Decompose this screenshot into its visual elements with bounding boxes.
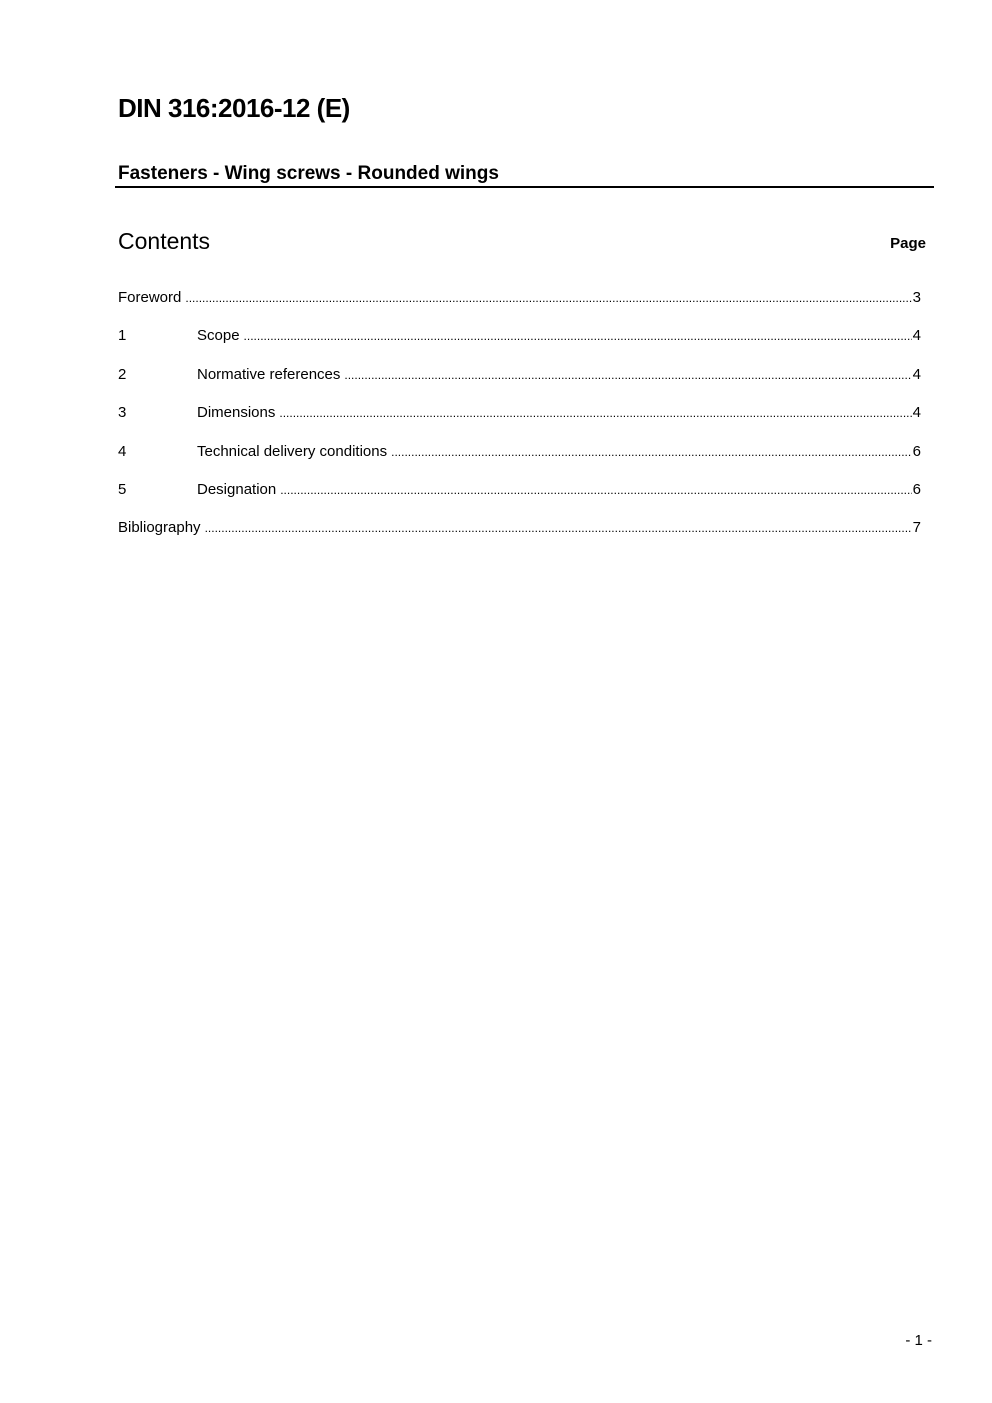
toc-entry-number: 4 [118, 442, 127, 460]
toc-entry-label: Technical delivery conditions [197, 442, 388, 460]
document-title: Fasteners - Wing screws - Rounded wings [118, 163, 499, 184]
toc-entry-label: Designation [197, 480, 277, 498]
page-number: - 1 - [905, 1332, 932, 1349]
toc-entry-page: 3 [912, 289, 921, 306]
toc-entry-technical-delivery-conditions[interactable] [118, 443, 921, 481]
toc-dot-leader [205, 521, 912, 535]
toc-entry-number: 1 [118, 327, 127, 345]
toc-entry-number: 2 [118, 365, 127, 383]
toc-entry-page: 4 [912, 404, 921, 422]
toc-entry-label: Bibliography [118, 519, 201, 537]
page-column-label: Page [890, 235, 926, 252]
toc-entry-label: Scope [197, 327, 240, 345]
toc-entry-page: 4 [912, 327, 921, 345]
toc-dot-leader [344, 368, 911, 382]
toc-entry-number: 3 [118, 404, 127, 422]
toc-entry-label: Normative references [197, 365, 341, 383]
toc-dot-leader [280, 483, 911, 497]
toc-entry-scope[interactable] [118, 327, 921, 365]
toc-dot-leader [279, 406, 911, 420]
toc-dot-leader [244, 329, 912, 343]
toc-entry-normative-references[interactable] [118, 366, 921, 404]
toc-entry-dimensions[interactable] [118, 404, 921, 442]
toc-entry-page: 6 [912, 442, 921, 460]
contents-heading: Contents [118, 228, 211, 254]
table-of-contents [118, 289, 921, 558]
toc-dot-leader [391, 445, 912, 459]
toc-dot-leader [185, 291, 911, 305]
title-underline [115, 186, 934, 188]
toc-entry-designation[interactable] [118, 481, 921, 519]
standard-id: DIN 316:2016-12 (E) [118, 93, 350, 123]
toc-entry-page: 4 [912, 365, 921, 383]
toc-entry-page: 7 [912, 519, 921, 537]
toc-entry-label: Dimensions [197, 404, 276, 422]
toc-entry-page: 6 [912, 480, 921, 498]
toc-entry-foreword[interactable] [118, 289, 921, 327]
toc-entry-label: Foreword [118, 289, 182, 306]
toc-entry-bibliography[interactable] [118, 519, 921, 557]
toc-entry-number: 5 [118, 480, 127, 498]
